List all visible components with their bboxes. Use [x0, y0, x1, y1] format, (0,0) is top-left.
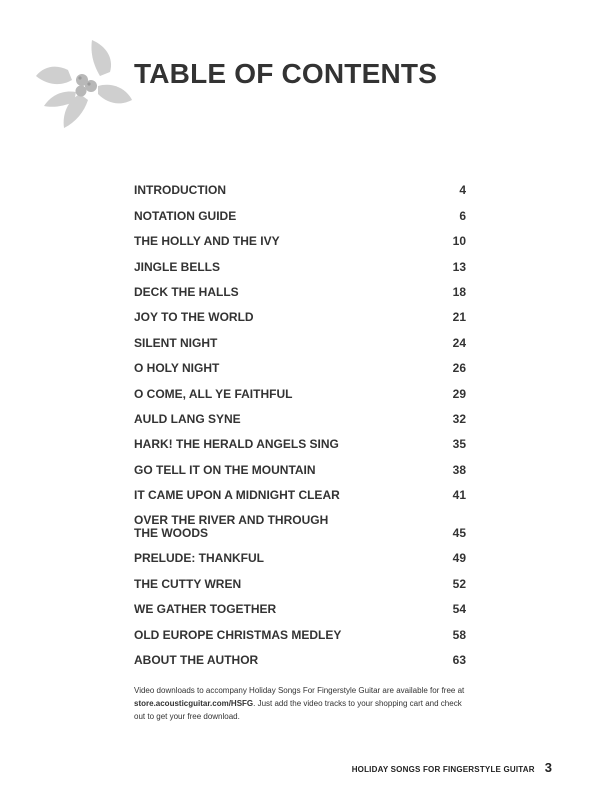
- toc-entry-o-holy-night[interactable]: [134, 350, 466, 375]
- toc-entry-title: DECK THE HALLS: [134, 284, 239, 299]
- toc-entry-title: HARK! THE HERALD ANGELS SING: [134, 437, 339, 452]
- toc-entry-title: O HOLY NIGHT: [134, 361, 220, 376]
- footer-book-title: HOLIDAY SONGS FOR FINGERSTYLE GUITAR: [351, 765, 535, 774]
- toc-entry-we-gather-together[interactable]: [134, 591, 466, 616]
- store-link[interactable]: store.acousticguitar.com/HSFG: [134, 699, 254, 708]
- toc-entry-page: 18: [452, 284, 466, 299]
- toc-entry-o-come-all-ye-faithful[interactable]: [134, 375, 466, 400]
- toc-entry-title: SILENT NIGHT: [134, 335, 218, 350]
- toc-entry-page: 49: [452, 551, 466, 566]
- toc-entry-introduction[interactable]: [134, 172, 466, 197]
- toc-entry-page: 41: [452, 488, 466, 503]
- toc-entry-title: IT CAME UPON A MIDNIGHT CLEAR: [134, 488, 340, 503]
- footer-page-number: 3: [544, 760, 552, 775]
- page-title: TABLE OF CONTENTS: [134, 58, 438, 89]
- toc-entry-holly-and-ivy[interactable]: [134, 223, 466, 248]
- toc-entry-title: NOTATION GUIDE: [134, 208, 237, 223]
- toc-entry-page: 63: [452, 653, 466, 668]
- toc-entry-page: 58: [452, 627, 466, 642]
- toc-entry-title: OVER THE RIVER AND THROUGH THE WOODS: [134, 513, 329, 541]
- toc-entry-prelude-thankful[interactable]: [134, 540, 466, 565]
- toc-entry-page: 32: [452, 411, 466, 426]
- toc-entry-title: GO TELL IT ON THE MOUNTAIN: [134, 462, 316, 477]
- toc-entry-page: 38: [452, 462, 466, 477]
- toc-entry-page: 54: [452, 602, 466, 617]
- table-of-contents: [134, 172, 466, 667]
- toc-entry-page: 29: [452, 386, 466, 401]
- toc-entry-title: O COME, ALL YE FAITHFUL: [134, 386, 293, 401]
- note-text-start: Video downloads to accompany Holiday Songs For Fingerstyle Guitar are available for free at: [134, 686, 465, 695]
- toc-entry-jingle-bells[interactable]: [134, 248, 466, 273]
- toc-entry-page: 13: [452, 259, 466, 274]
- toc-entry-silent-night[interactable]: [134, 324, 466, 349]
- toc-entry-title: JINGLE BELLS: [134, 259, 221, 274]
- toc-entry-title: INTRODUCTION: [134, 183, 226, 198]
- toc-entry-deck-the-halls[interactable]: [134, 274, 466, 299]
- holly-icon: [34, 36, 134, 130]
- page-footer: [352, 760, 552, 775]
- note-text-end: . Just add the video tracks to your shopping cart and check out to get your free download.: [134, 699, 462, 721]
- toc-entry-title: PRELUDE: THANKFUL: [134, 551, 264, 566]
- toc-entry-title: OLD EUROPE CHRISTMAS MEDLEY: [134, 627, 342, 642]
- toc-entry-about-the-author[interactable]: [134, 642, 466, 667]
- toc-entry-over-the-river[interactable]: [134, 502, 466, 540]
- toc-entry-page: 6: [459, 208, 466, 223]
- toc-entry-midnight-clear[interactable]: [134, 477, 466, 502]
- toc-entry-old-europe-medley[interactable]: [134, 616, 466, 641]
- toc-entry-page: 24: [452, 335, 466, 350]
- toc-entry-page: 26: [452, 361, 466, 376]
- toc-entry-title: AULD LANG SYNE: [134, 411, 241, 426]
- toc-entry-go-tell-it[interactable]: [134, 451, 466, 476]
- toc-entry-title: ABOUT THE AUTHOR: [134, 653, 259, 668]
- toc-entry-title: JOY TO THE WORLD: [134, 310, 254, 325]
- video-download-note: [134, 684, 474, 723]
- toc-entry-notation-guide[interactable]: [134, 197, 466, 222]
- toc-entry-page: 21: [452, 310, 466, 325]
- toc-entry-title: THE CUTTY WREN: [134, 576, 242, 591]
- toc-entry-page: 45: [452, 526, 466, 541]
- toc-entry-page: 10: [452, 234, 466, 249]
- toc-entry-title: WE GATHER TOGETHER: [134, 602, 277, 617]
- toc-entry-page: 4: [459, 183, 466, 198]
- toc-entry-cutty-wren[interactable]: [134, 565, 466, 590]
- toc-entry-joy-to-the-world[interactable]: [134, 299, 466, 324]
- toc-entry-page: 52: [452, 576, 466, 591]
- toc-entry-hark-the-herald[interactable]: [134, 426, 466, 451]
- toc-entry-title: THE HOLLY AND THE IVY: [134, 234, 280, 249]
- toc-entry-auld-lang-syne[interactable]: [134, 401, 466, 426]
- toc-entry-page: 35: [452, 437, 466, 452]
